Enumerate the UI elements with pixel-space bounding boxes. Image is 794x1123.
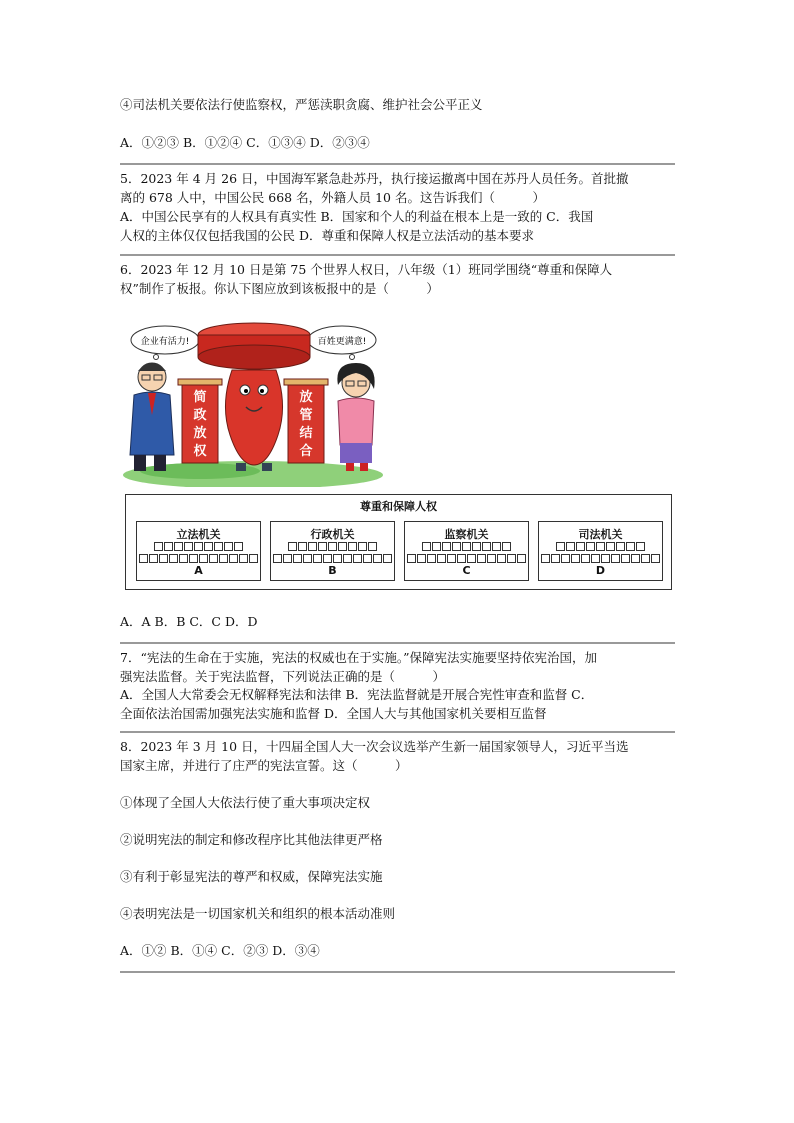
q6-stem-line2: 权”制作了板报。你认下图应放到该板报中的是（ ） (120, 281, 439, 296)
placeholder-squares (137, 554, 260, 564)
banner-right-char: 管 (299, 408, 313, 423)
banner-left-char: 放 (193, 426, 207, 441)
banner-left-char: 简 (193, 390, 207, 405)
organ-box-b (270, 521, 395, 581)
organ-box-d (538, 521, 663, 581)
organ-box-a (136, 521, 261, 581)
divider (120, 971, 675, 973)
q4-options: A．①②③ B．①②④ C．①③④ D．②③④ (120, 135, 370, 150)
divider (120, 163, 675, 165)
organ-name: 司法机关 (578, 528, 623, 541)
organ-name: 监察机关 (444, 528, 489, 541)
board-title: 尊重和保障人权 (360, 500, 437, 513)
placeholder-squares (271, 554, 394, 564)
q4-statement-4: ④司法机关要依法行使监察权，严惩渎职贪腐、维护社会公平正义 (120, 97, 483, 112)
banner-left-char: 权 (193, 444, 207, 459)
banner-right-char: 结 (299, 426, 313, 441)
cartoon-image (120, 315, 387, 487)
bubble-left-text: 企业有活力! (140, 337, 190, 347)
placeholder-squares (539, 554, 662, 564)
q5-options-line2: 人权的主体仅仅包括我国的公民 D．尊重和保障人权是立法活动的基本要求 (120, 228, 534, 243)
q6-options: A．A B．B C．C D．D (120, 614, 258, 629)
q7-options-line2: 全面依法治国需加强宪法实施和监督 D．全国人大与其他国家机关要相互监督 (120, 706, 547, 721)
placeholder-squares (405, 542, 528, 552)
organ-letter: D (595, 564, 606, 577)
placeholder-squares (271, 542, 394, 552)
q8-statement-3: ③有利于彰显宪法的尊严和权威，保障宪法实施 (120, 869, 383, 884)
q8-stem-line1: 8．2023 年 3 月 10 日，十四届全国人大一次会议选举产生新一届国家领导人，习近平当选 (120, 739, 629, 754)
q5-stem-line2: 离的 678 人中，中国公民 668 名，外籍人员 10 名。这告诉我们（ ） (120, 190, 545, 205)
organ-letter: B (328, 564, 337, 577)
divider (120, 731, 675, 733)
organ-box-c (404, 521, 529, 581)
placeholder-squares (405, 554, 528, 564)
bubble-right-text: 百姓更满意! (317, 337, 367, 347)
q7-stem-line2: 强宪法监督。关于宪法监督，下列说法正确的是（ ） (120, 669, 446, 684)
placeholder-squares (137, 542, 260, 552)
q8-statement-1: ①体现了全国人大依法行使了重大事项决定权 (120, 795, 371, 810)
organ-letter: C (462, 564, 471, 577)
q8-stem-line2: 国家主席，并进行了庄严的宪法宣誓。这（ ） (120, 758, 408, 773)
q6-stem-line1: 6．2023 年 12 月 10 日是第 75 个世界人权日，八年级（1）班同学围绕“尊重和保障人 (120, 262, 613, 277)
q7-options-line1: A．全国人大常委会无权解释宪法和法律 B．宪法监督就是开展合宪性审查和监督 C． (120, 687, 594, 702)
q5-stem-line1: 5．2023 年 4 月 26 日，中国海军紧急赴苏丹，执行接运撤离中国在苏丹人员任务。首批撤 (120, 171, 629, 186)
banner-left-char: 政 (193, 408, 207, 423)
board-diagram (125, 494, 672, 590)
q5-options-line1: A．中国公民享有的人权具有真实性 B．国家和个人的利益在根本上是一致的 C．我国 (120, 209, 594, 224)
q8-options: A．①② B．①④ C．②③ D．③④ (120, 943, 320, 958)
q8-statement-4: ④表明宪法是一切国家机关和组织的根本活动准则 (120, 906, 396, 921)
divider (120, 642, 675, 644)
q7-stem-line1: 7．“宪法的生命在于实施，宪法的权威也在于实施。”保障宪法实施要坚持依宪治国，加 (120, 650, 597, 665)
banner-right-char: 合 (299, 444, 313, 459)
q8-statement-2: ②说明宪法的制定和修改程序比其他法律更严格 (120, 832, 383, 847)
organ-name: 立法机关 (176, 528, 221, 541)
placeholder-squares (539, 542, 662, 552)
organ-letter: A (194, 564, 203, 577)
organ-name: 行政机关 (310, 528, 355, 541)
divider (120, 254, 675, 256)
banner-right-char: 放 (299, 390, 313, 405)
